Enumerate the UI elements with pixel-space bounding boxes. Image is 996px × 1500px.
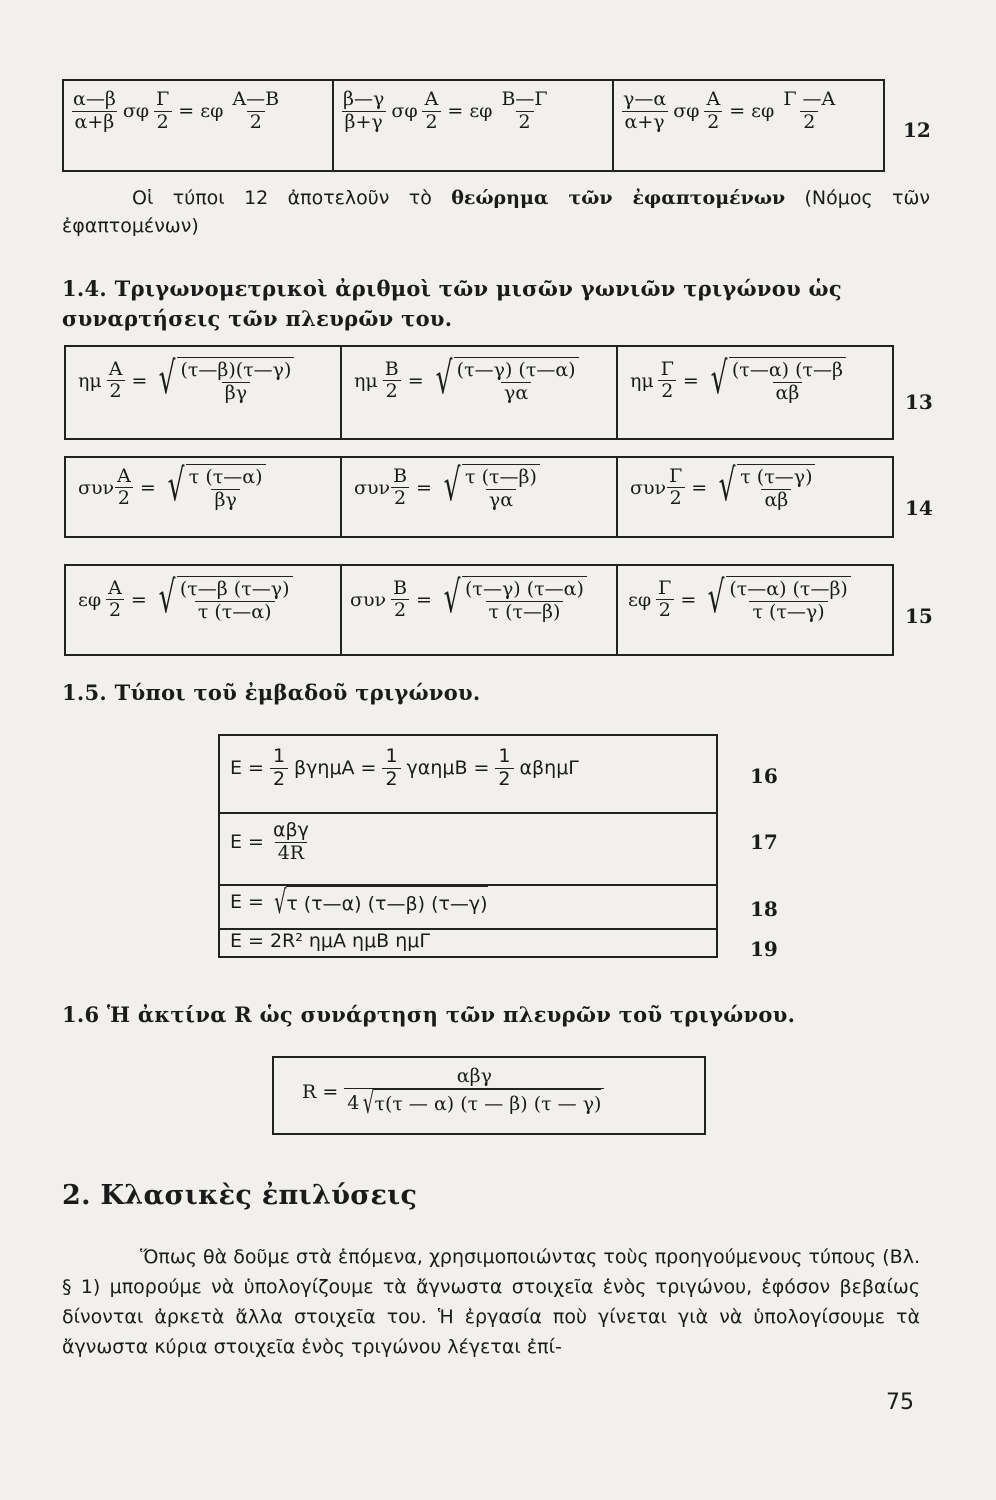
formula-13-cell-2: ημ $\frac{B}{2}$ = √ (τ—γ) (τ—α) γα xyxy=(342,347,618,438)
area-row-17: Ε = αβγ 4R xyxy=(220,812,716,886)
tangent-law-text: Οἱ τύποι 12 ἀποτελοῦν τὸ θεώρημα τῶν ἐφαπτομένων (Νόμος τῶν ἐφαπτομένων) xyxy=(62,187,930,237)
formula-12-cell-3: γ—α α+γ σφ $\frac{A}{2}$ = εφ Γ —Α 2 xyxy=(623,88,836,133)
formula-12-cell-2: β—γ β+γ σφ $\frac{A}{2}$ = εφ Β—Γ 2 xyxy=(334,81,614,170)
formula-number-12: 12 xyxy=(903,118,931,142)
heading-1-5: 1.5. Τύποι τοῦ ἐμβαδοῦ τριγώνου. xyxy=(62,680,481,705)
fraction: α—β α+β xyxy=(73,88,116,133)
formula-number-19: 19 xyxy=(750,937,778,961)
formula-15-cell-1: εφ $\frac{A}{2}$ = √ (τ—β (τ—γ) τ (τ—α) xyxy=(66,566,342,654)
formula-number-15: 15 xyxy=(905,604,933,628)
heading-1-6: 1.6 Ἡ ἀκτίνα R ὡς συνάρτηση τῶν πλευρῶν τοῦ τριγώνου. xyxy=(62,1002,796,1027)
heading-1-4: 1.4. Τριγωνομετρικοὶ ἀριθμοὶ τῶν μισῶν γωνιῶν τριγώνου ὡς συναρτήσεις τῶν πλευρῶν του. xyxy=(62,276,842,331)
formula-number-14: 14 xyxy=(905,496,933,520)
formula-15-box xyxy=(64,564,894,656)
classical-solutions-paragraph: Ὅπως θὰ δοῦμε στὰ ἑπόμενα, χρησιμοποιώντας τοὺς προηγούμενους τύπους (Βλ. § 1) μπορούμε νὰ ὑπολογίζουμε τὰ ἄγνωστα στοιχεῖα ἑνὸς τριγώνου, ἐφόσον βεβαίως δίνονται ἀρκετὰ ἄλλα στοιχεῖα του. Ἡ ἐργασία ποὺ γίνεται γιὰ νὰ ὑπολογίσουμε τὰ ἄγνωστα κύρια στοιχεῖα ἑνὸς τριγώνου λέγεται ἐπί- xyxy=(62,1246,920,1358)
formula-14-cell-1: συν $\frac{A}{2}$ = √ τ (τ—α) βγ xyxy=(66,458,342,536)
page-number: 75 xyxy=(886,1390,914,1415)
formula-13-cell-3: ημ $\frac{\Gamma}{2}$ = √ (τ—α) (τ—β αβ xyxy=(618,347,892,438)
area-row-19: Ε = 2R² ημΑ ημΒ ημΓ xyxy=(230,930,430,952)
sqrt: √ (τ—β)(τ—γ) βγ xyxy=(153,357,294,405)
radius-formula-box: R = αβγ 4 √ τ(τ — α) (τ — β) (τ — γ) xyxy=(272,1056,706,1135)
formula-13-box xyxy=(64,345,894,440)
formula-number-18: 18 xyxy=(750,897,778,921)
formula-number-17: 17 xyxy=(750,830,778,854)
formula-14-box xyxy=(64,456,894,538)
formula-14-cell-2: συν $\frac{B}{2}$ = √ τ (τ—β) γα xyxy=(342,458,618,536)
formula-number-16: 16 xyxy=(750,764,778,788)
formula-12-cell-1: α—β α+β σφ $\frac{\Gamma}{2}$ = εφ Α—Β 2 xyxy=(64,81,334,170)
formula-number-13: 13 xyxy=(905,390,933,414)
area-row-16: Ε = $\frac{1}{2}$ βγημΑ = $\frac{1}{2}$ γαημΒ = $\frac{1}{2}$ αβημΓ xyxy=(220,736,716,814)
heading-2: 2. Κλασικὲς ἐπιλύσεις xyxy=(62,1180,418,1211)
area-formulas-box xyxy=(218,734,718,958)
formula-15-cell-2: συν $\frac{B}{2}$ = √ (τ—γ) (τ—α) τ (τ—β) xyxy=(342,566,618,654)
formula-12-box xyxy=(62,79,885,172)
formula-14-cell-3: συν $\frac{\Gamma}{2}$ = √ τ (τ—γ) αβ xyxy=(618,458,892,536)
area-row-18: Ε = √ τ (τ—α) (τ—β) (τ—γ) xyxy=(220,884,716,930)
formula-15-cell-3: εφ $\frac{\Gamma}{2}$ = √ (τ—α) (τ—β) τ (τ—γ) xyxy=(618,566,892,654)
formula-13-cell-1: ημ $\frac{A}{2}$ = √ (τ—β)(τ—γ) βγ xyxy=(66,347,342,438)
theorem-name: θεώρημα τῶν ἐφαπτομένων xyxy=(451,187,786,209)
